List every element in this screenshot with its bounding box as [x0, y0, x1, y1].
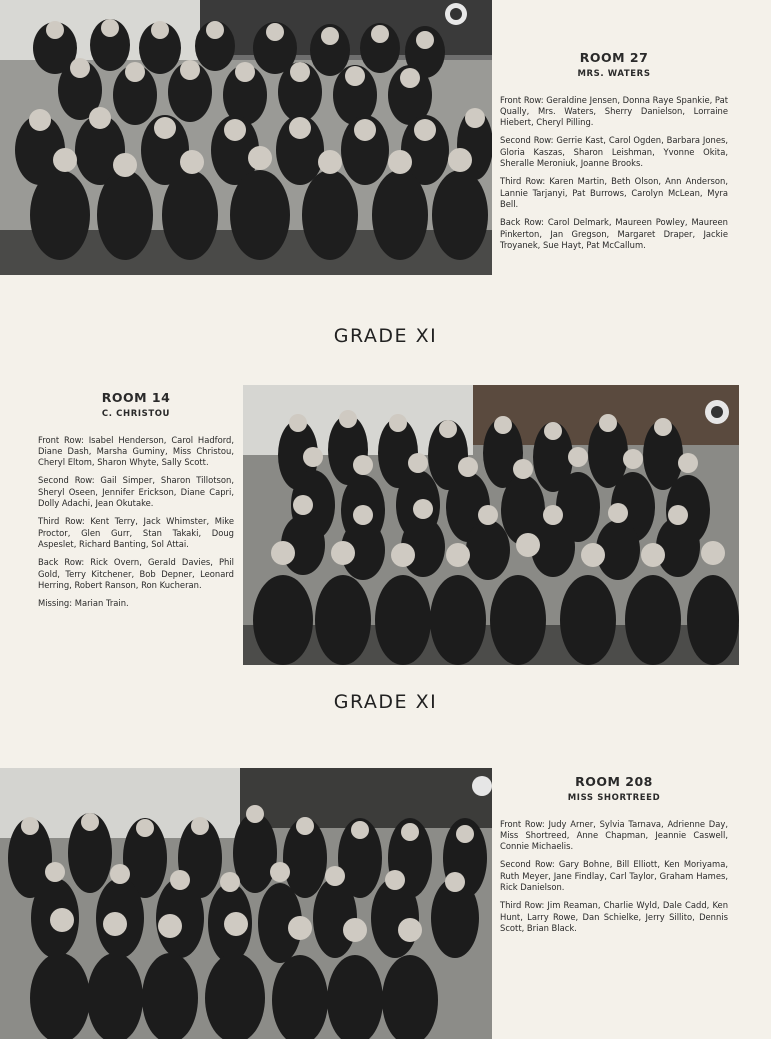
room-title: ROOM 27	[579, 50, 649, 65]
photo-room-14-drawing	[243, 385, 739, 665]
back-row-names: Back Row: Rick Overn, Gerald Davies, Phil Gold, Terry Kitchener, Bob Depner, Leonard Herring, Robert Ranson, Ron Kucheran.	[38, 557, 234, 590]
front-row-names: Front Row: Isabel Henderson, Carol Hadford, Diane Dash, Marsha Guminy, Miss Christou, Cheryl Eltom, Sharon Whyte, Sally Scott.	[38, 434, 234, 468]
photo-room-208-drawing	[0, 768, 492, 1039]
teacher-name: C. CHRISTOU	[101, 409, 171, 420]
front-row-names: Front Row: Judy Arner, Sylvia Tarnava, Adrienne Day, Miss Shortreed, Anne Chapman, Jeannie Caswell, Connie Michaelis.	[500, 818, 728, 852]
grade-heading: GRADE XI	[333, 691, 438, 713]
third-row-names: Third Row: Karen Martin, Beth Olson, Ann Anderson, Lannie Tarjanyi, Pat Burrows, Carolyn McLean, Myra Bell.	[500, 176, 728, 209]
second-row-names: Second Row: Gerrie Kast, Carol Ogden, Barbara Jones, Gloria Kaszas, Sharon Leishman, Yvonne Okita, Sheralle Meroniuk, Joanne Brooks.	[500, 135, 728, 169]
front-row-names: Front Row: Geraldine Jensen, Donna Raye Spankie, Pat Qually, Mrs. Waters, Sherry Danielson, Lorraine Hiebert, Cheryl Pilling.	[500, 94, 729, 128]
room-title: ROOM 14	[101, 390, 171, 405]
caption-room-27	[500, 52, 728, 258]
class-photo-room-208	[0, 768, 492, 1039]
caption-room-208	[500, 776, 728, 941]
teacher-name: MISS SHORTREED	[567, 793, 661, 804]
missing-names: Missing: Marian Train.	[38, 598, 129, 609]
second-row-names: Second Row: Gary Bohne, Bill Elliott, Ken Moriyama, Ruth Meyer, Jane Findlay, Carl Taylor, Graham Hames, Rick Danielson.	[500, 859, 728, 893]
third-row-names: Third Row: Kent Terry, Jack Whimster, Mike Proctor, Glen Gurr, Stan Takaki, Doug Aspeslet, Richard Banting, Sol Attai.	[38, 516, 234, 549]
back-row-names: Back Row: Carol Delmark, Maureen Powley, Maureen Pinkerton, Jan Gregson, Margaret Draper, Jackie Troyanek, Sue Hayt, Pat McCallum.	[500, 217, 728, 250]
teacher-name: MRS. WATERS	[577, 69, 651, 80]
class-photo-room-14	[243, 385, 739, 665]
caption-room-14	[38, 392, 234, 616]
room-title: ROOM 208	[575, 774, 653, 789]
grade-heading: GRADE XI	[333, 325, 438, 347]
second-row-names: Second Row: Gail Simper, Sharon Tillotson, Sheryl Oseen, Jennifer Erickson, Diane Capri, Dolly Adachi, Jean Okutake.	[38, 475, 234, 509]
third-row-names: Third Row: Jim Reaman, Charlie Wyld, Dale Cadd, Ken Hunt, Larry Rowe, Dan Schielke, Jerry Sillito, Dennis Scott, Brian Black.	[500, 900, 728, 933]
class-photo-room-27	[0, 0, 492, 275]
photo-room-27-drawing	[0, 0, 492, 275]
